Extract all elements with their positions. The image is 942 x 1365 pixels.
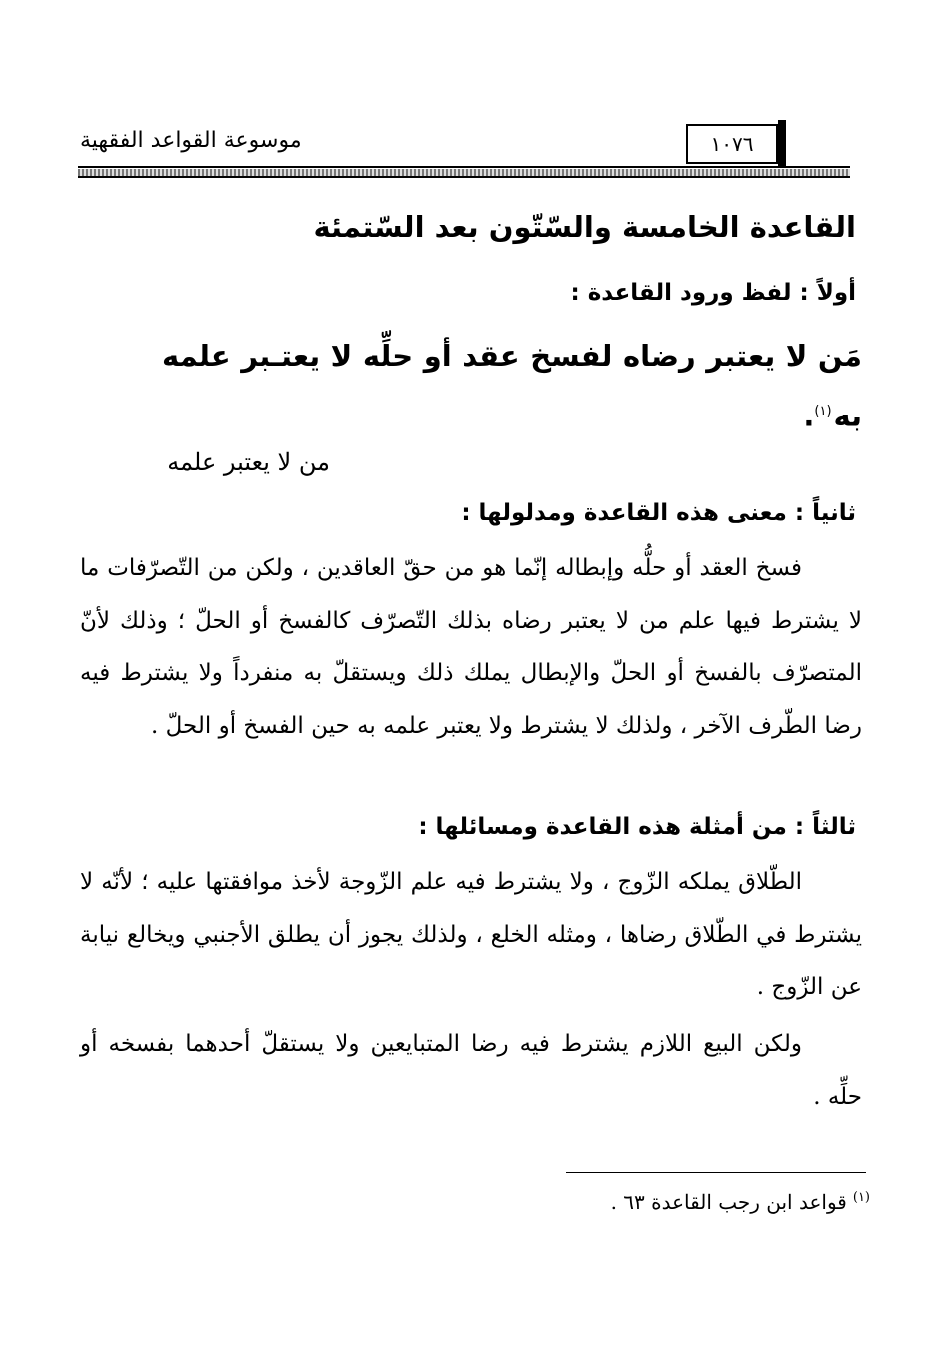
page-number-box-shadow [778, 120, 786, 166]
section-3-paragraph-2: ولكن البيع اللازم يشترط فيه رضا المتبايعين ولا يستقلّ أحدهما بفسخه أو حلِّه . [80, 1031, 862, 1110]
section-3-paragraph-1: الطّلاق يملكه الزّوج ، ولا يشترط فيه علم الزّوجة لأخذ موافقتها عليه ؛ لأنّه لا يشترط في الطّلاق رضاها ، ومثله الخلع ، ولذلك يجوز أن يطلق الأجنبي ويخالع نيابة عن الزّوج . [80, 869, 862, 1000]
section-2-paragraph: فسخ العقد أو حلُّه وإبطاله إنّما هو من حقّ العاقدين ، ولكن من التّصرّفات ما لا يشترط فيها علم من لا يعتبر رضاه بذلك التّصرّف كالفسخ أو الحلّ ؛ وذلك لأنّ المتصرّف بالفسخ أو الحلّ والإبطال يملك ذلك ويستقلّ به منفرداً ولا يشترط فيه رضا الطّرف الآخر ، ولذلك لا يشترط ولا يعتبر علمه به حين الفسخ أو الحلّ . [80, 555, 862, 739]
footnote-separator [566, 1172, 866, 1173]
section-3-title: ثالثاً : من أمثلة هذه القاعدة ومسائلها : [418, 814, 856, 840]
page-number-box [686, 124, 778, 164]
rule-statement-end: . [803, 398, 815, 433]
footnote-mark: (١) [852, 1190, 870, 1206]
alternate-wording: من لا يعتبر علمه [167, 448, 330, 476]
footnote [611, 1190, 870, 1214]
section-2-title: ثانياً : معنى هذه القاعدة ومدلولها : [461, 500, 856, 526]
rule-statement [162, 328, 862, 444]
header-rule [78, 166, 850, 168]
header-hatched-rule [78, 169, 850, 178]
page-number: ١٠٧٦ [710, 132, 754, 156]
footnote-reference[interactable]: (١) [814, 404, 832, 419]
book-title: موسوعة القواعد الفقهية [80, 128, 302, 153]
rule-heading: القاعدة الخامسة والسّتّون بعد السّتمئة [313, 210, 856, 244]
footnote-text: قواعد ابن رجب القاعدة ٦٣ . [610, 1190, 847, 1214]
rule-statement-text: مَن لا يعتبر رضاه لفسخ عقد أو حلِّه لا يعتـبر علمه به [162, 339, 862, 433]
section-1-title: أولاً : لفظ ورود القاعدة : [570, 280, 856, 306]
